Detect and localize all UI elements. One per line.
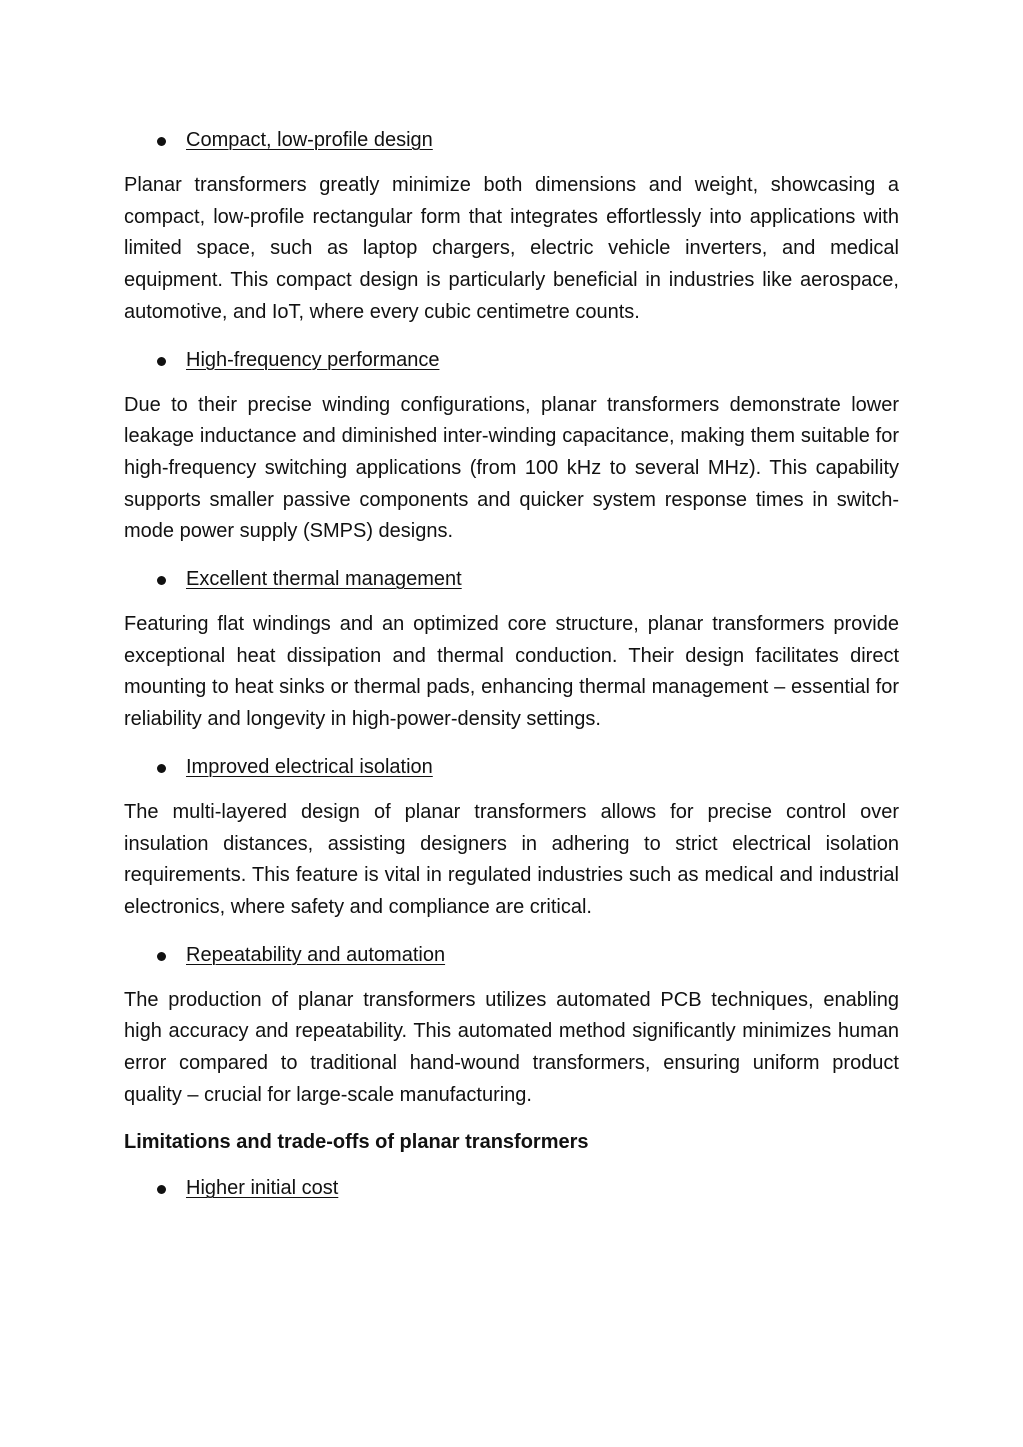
- bullet-icon: [157, 952, 166, 961]
- bullet-item-high-frequency: [124, 344, 899, 376]
- bullet-icon: [157, 1185, 166, 1194]
- bullet-item-repeatability: [124, 939, 899, 971]
- bullet-item-electrical-isolation: [124, 751, 899, 783]
- bullet-icon: [157, 764, 166, 773]
- body-paragraph: Featuring flat windings and an optimized core structure, planar transformers provide exceptional heat dissipation and thermal conduction. Their design facilitates direct mounting to heat sinks or thermal pads, enhancing thermal management – essential for reliability and longevity in high-power-density settings.: [124, 613, 899, 731]
- bullet-item-compact-design: [124, 124, 899, 156]
- bullet-heading: Excellent thermal management: [186, 568, 462, 591]
- bullet-heading: Compact, low-profile design: [186, 129, 433, 151]
- body-paragraph: The multi-layered design of planar transformers allows for precise control over insulation distances, assisting designers in adhering to strict electrical isolation requirements. This feature is vital in regulated industries such as medical and industrial electronics, where safety and compliance are critical.: [124, 800, 899, 918]
- bullet-heading: High-frequency performance: [186, 348, 440, 371]
- bullet-heading: Higher initial cost: [186, 1177, 339, 1200]
- section-heading-limitations: Limitations and trade-offs of planar transformers: [124, 1131, 589, 1154]
- bullet-heading: Repeatability and automation: [186, 943, 446, 966]
- document-page: [124, 124, 899, 1218]
- bullet-heading: Improved electrical isolation: [186, 755, 433, 778]
- bullet-icon: [157, 137, 166, 146]
- body-paragraph: The production of planar transformers utilizes automated PCB techniques, enabling high accuracy and repeatability. This automated method significantly minimizes human error compared to traditional hand-wound transformers, ensuring uniform product quality – crucial for large-scale manufacturing.: [124, 988, 899, 1106]
- body-paragraph: Due to their precise winding configurations, planar transformers demonstrate lower leakage inductance and diminished inter-winding capacitance, making them suitable for high-frequency switching applications (from 100 kHz to several MHz). This capability supports smaller passive components and quicker system response times in switch-mode power supply (SMPS) designs.: [124, 393, 899, 543]
- bullet-item-thermal-management: [124, 563, 899, 595]
- bullet-icon: [157, 576, 166, 585]
- bullet-item-initial-cost: [124, 1172, 899, 1204]
- bullet-icon: [157, 357, 166, 366]
- body-paragraph: Planar transformers greatly minimize both dimensions and weight, showcasing a compact, low-profile rectangular form that integrates effortlessly into applications with limited space, such as laptop chargers, electric vehicle inverters, and medical equipment. This compact design is particularly beneficial in industries like aerospace, automotive, and IoT, where every cubic centimetre counts.: [124, 174, 899, 323]
